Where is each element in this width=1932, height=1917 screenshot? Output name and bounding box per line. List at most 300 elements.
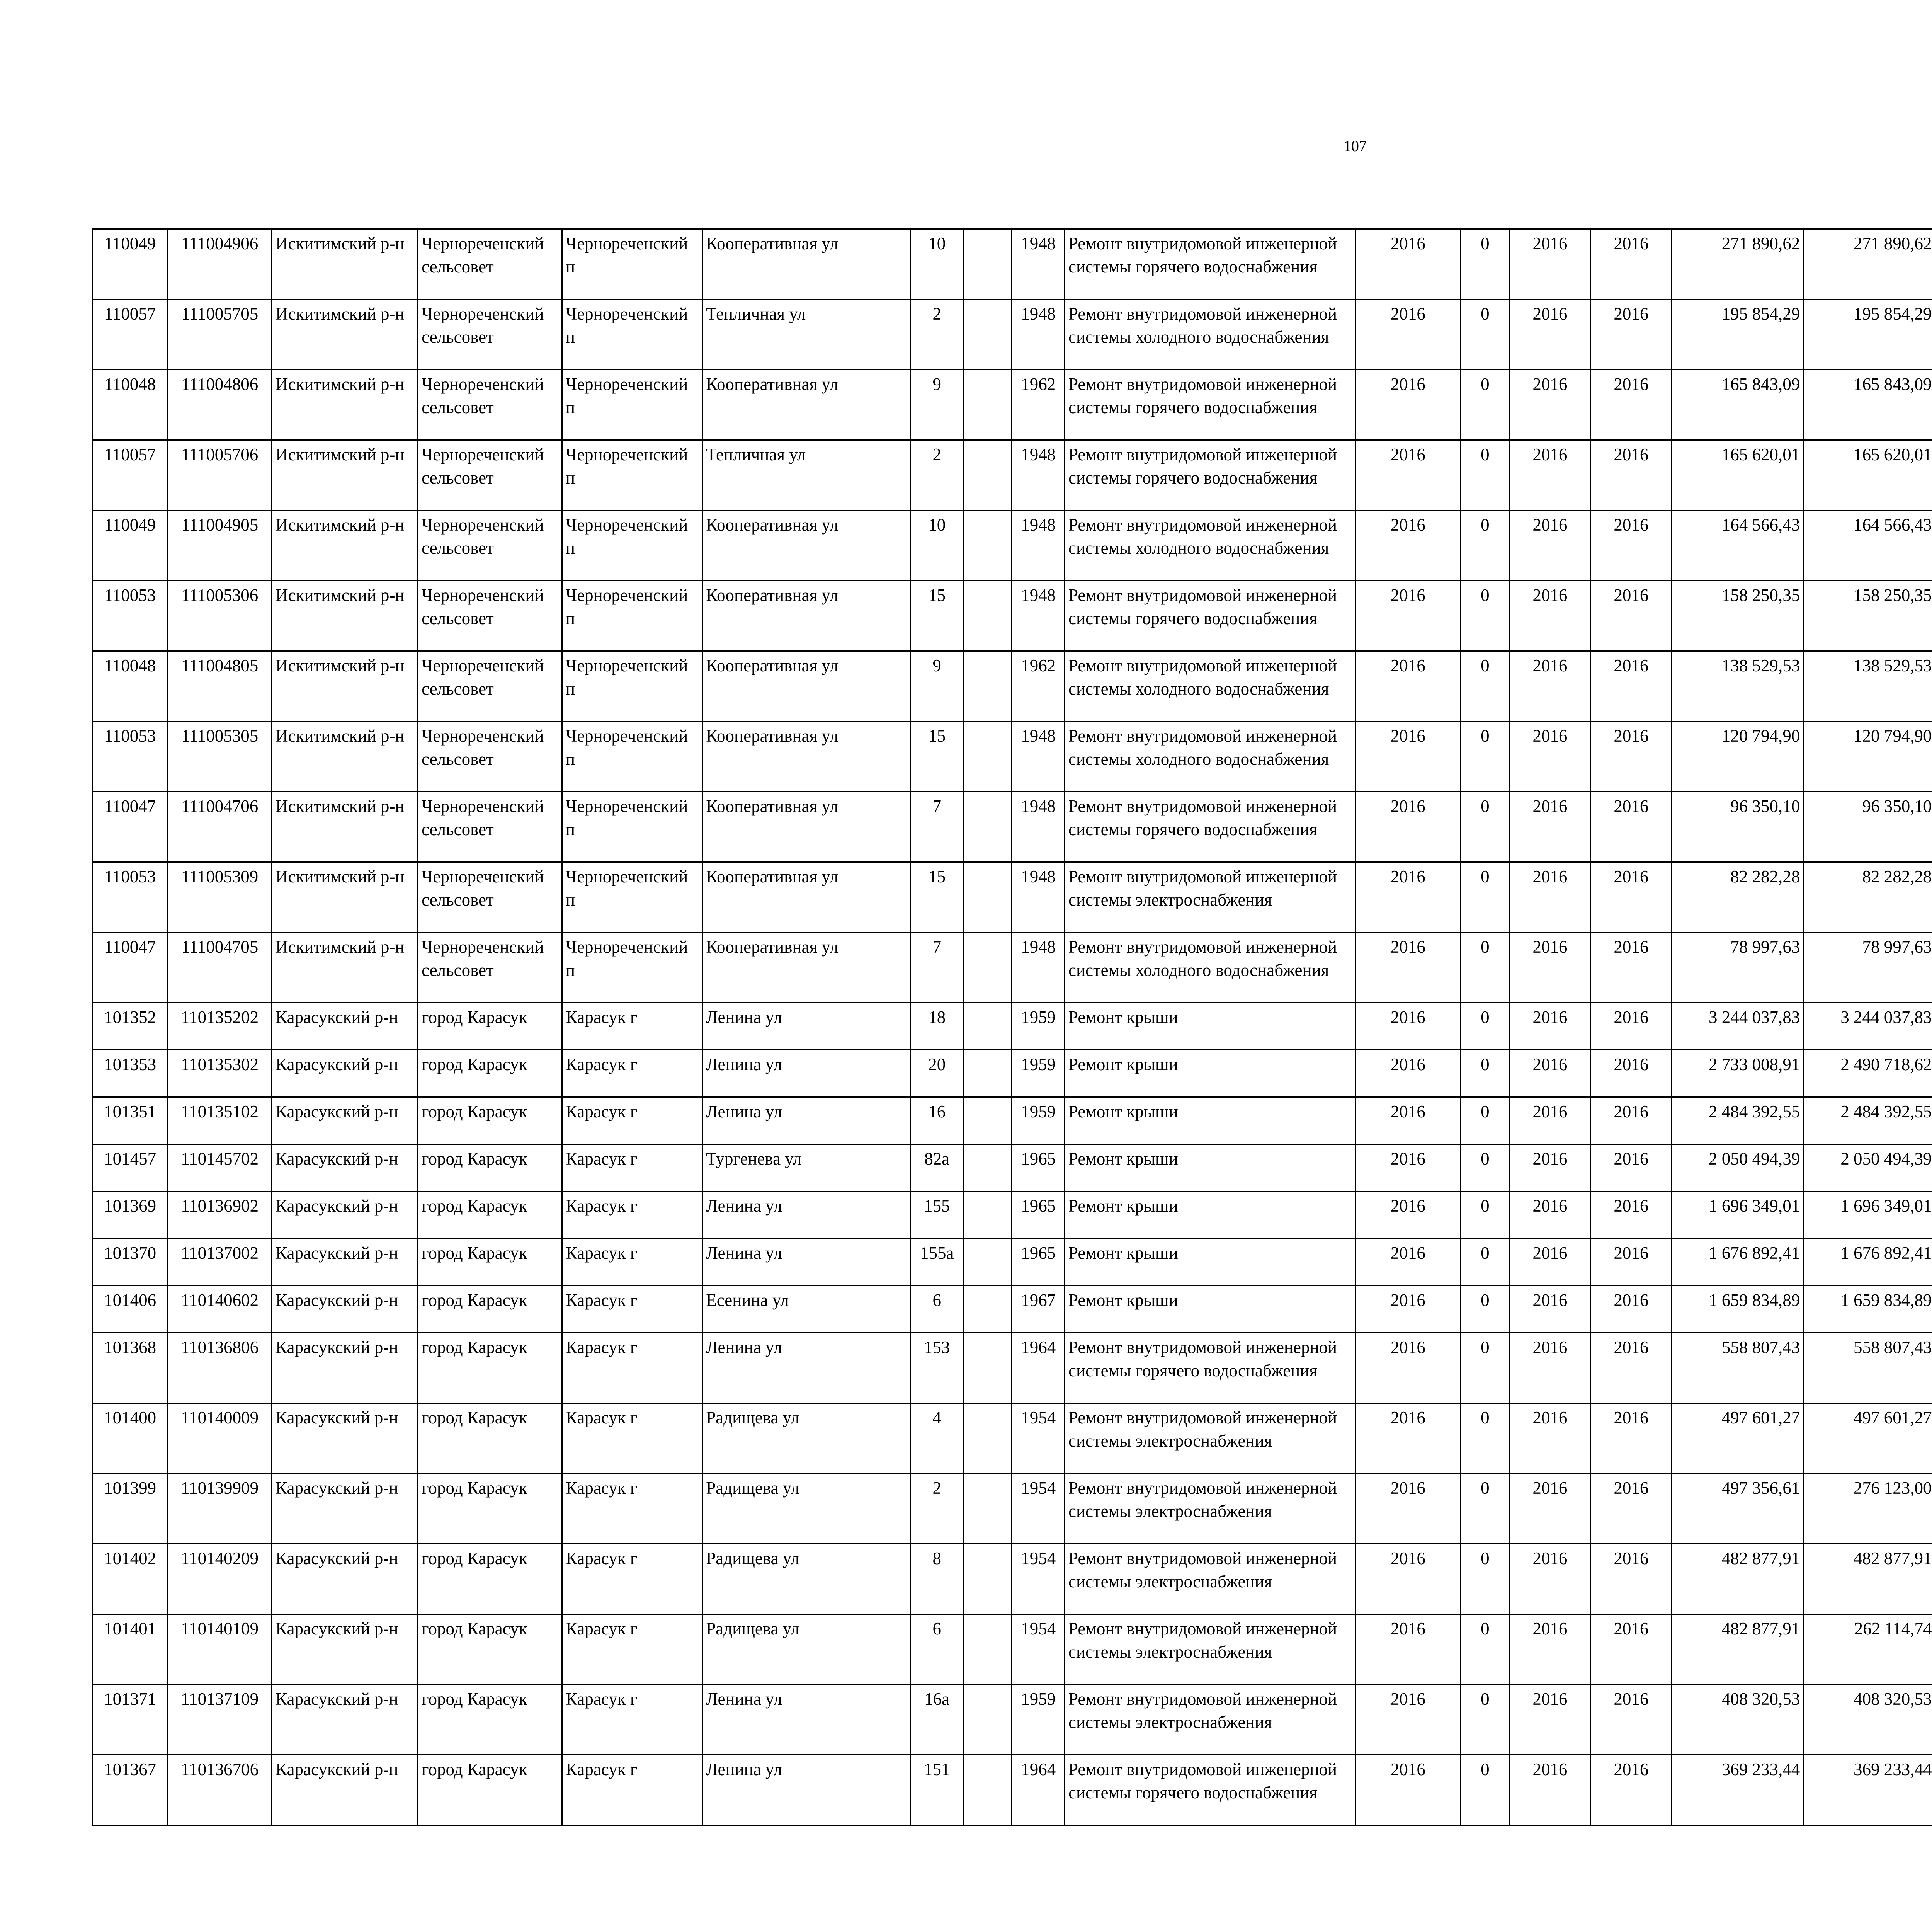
cell-fund-cost: 195 854,29 [1804, 300, 1932, 370]
cell-house-id: 101406 [93, 1286, 168, 1333]
cell-settlement: Карасук г [562, 1050, 702, 1097]
cell-fund-cost: 120 794,90 [1804, 722, 1932, 792]
cell-house-number: 20 [910, 1050, 963, 1097]
cell-total-cost: 158 250,35 [1672, 581, 1803, 651]
cell-year-built: 1965 [1012, 1239, 1065, 1286]
cell-plan-year: 2016 [1355, 651, 1461, 722]
table-row [93, 1403, 1932, 1474]
cell-end-year: 2016 [1590, 1050, 1672, 1097]
cell-end-year: 2016 [1590, 581, 1672, 651]
cell-zero-flag: 0 [1461, 1333, 1509, 1403]
cell-work-type: Ремонт внутридомовой инженерной системы горячего водоснабжения [1065, 370, 1355, 440]
cell-total-cost: 558 807,43 [1672, 1333, 1803, 1403]
cell-district: Искитимский р-н [272, 370, 418, 440]
cell-district: Искитимский р-н [272, 229, 418, 300]
cell-street: Радищева ул [702, 1544, 911, 1614]
cell-municipality: Чернореченский сельсовет [418, 862, 562, 933]
cell-building [963, 581, 1012, 651]
cell-building [963, 370, 1012, 440]
cell-district: Карасукский р-н [272, 1192, 418, 1239]
cell-work-type: Ремонт внутридомовой инженерной системы электроснабжения [1065, 1474, 1355, 1544]
cell-total-cost: 408 320,53 [1672, 1685, 1803, 1755]
cell-settlement: Карасук г [562, 1614, 702, 1685]
cell-municipality: Чернореченский сельсовет [418, 370, 562, 440]
cell-total-cost: 482 877,91 [1672, 1544, 1803, 1614]
cell-municipality: город Карасук [418, 1286, 562, 1333]
cell-end-year: 2016 [1590, 933, 1672, 1003]
cell-house-number: 7 [910, 792, 963, 862]
cell-district: Карасукский р-н [272, 1614, 418, 1685]
cell-year-built: 1948 [1012, 511, 1065, 581]
cell-total-cost: 497 356,61 [1672, 1474, 1803, 1544]
table-row [93, 1097, 1932, 1144]
cell-year-built: 1948 [1012, 933, 1065, 1003]
cell-house-id: 110057 [93, 440, 168, 511]
cell-building [963, 1403, 1012, 1474]
cell-end-year: 2016 [1590, 1474, 1672, 1544]
cell-plan-year: 2016 [1355, 933, 1461, 1003]
cell-house-number: 2 [910, 300, 963, 370]
cell-plan-year: 2016 [1355, 440, 1461, 511]
cell-zero-flag: 0 [1461, 581, 1509, 651]
cell-fund-cost: 271 890,62 [1804, 229, 1932, 300]
cell-year-built: 1964 [1012, 1333, 1065, 1403]
table-row [93, 1755, 1932, 1825]
cell-house-id: 101401 [93, 1614, 168, 1685]
cell-building [963, 300, 1012, 370]
cell-zero-flag: 0 [1461, 1239, 1509, 1286]
cell-municipality: город Карасук [418, 1614, 562, 1685]
cell-total-cost: 96 350,10 [1672, 792, 1803, 862]
cell-end-year: 2016 [1590, 862, 1672, 933]
cell-year-built: 1962 [1012, 370, 1065, 440]
cell-start-year: 2016 [1509, 1333, 1590, 1403]
cell-house-number: 153 [910, 1333, 963, 1403]
cell-settlement: Карасук г [562, 1755, 702, 1825]
cell-fund-cost: 96 350,10 [1804, 792, 1932, 862]
cell-street: Кооперативная ул [702, 792, 911, 862]
cell-fund-cost: 408 320,53 [1804, 1685, 1932, 1755]
cell-settlement: Карасук г [562, 1286, 702, 1333]
cell-settlement: Чернореченский п [562, 862, 702, 933]
cell-end-year: 2016 [1590, 1003, 1672, 1050]
cell-municipality: Чернореченский сельсовет [418, 229, 562, 300]
cell-record-id: 111004705 [168, 933, 272, 1003]
cell-district: Карасукский р-н [272, 1144, 418, 1192]
table-row [93, 1050, 1932, 1097]
cell-work-type: Ремонт внутридомовой инженерной системы горячего водоснабжения [1065, 440, 1355, 511]
cell-end-year: 2016 [1590, 1544, 1672, 1614]
table-row [93, 651, 1932, 722]
cell-settlement: Чернореченский п [562, 651, 702, 722]
cell-year-built: 1948 [1012, 581, 1065, 651]
cell-fund-cost: 482 877,91 [1804, 1544, 1932, 1614]
cell-street: Есенина ул [702, 1286, 911, 1333]
cell-plan-year: 2016 [1355, 1097, 1461, 1144]
cell-record-id: 110137109 [168, 1685, 272, 1755]
cell-start-year: 2016 [1509, 1144, 1590, 1192]
cell-plan-year: 2016 [1355, 1544, 1461, 1614]
cell-record-id: 110135102 [168, 1097, 272, 1144]
cell-start-year: 2016 [1509, 581, 1590, 651]
cell-fund-cost: 2 490 718,62 [1804, 1050, 1932, 1097]
cell-house-id: 101370 [93, 1239, 168, 1286]
cell-zero-flag: 0 [1461, 1097, 1509, 1144]
cell-building [963, 1333, 1012, 1403]
cell-plan-year: 2016 [1355, 1614, 1461, 1685]
cell-year-built: 1948 [1012, 792, 1065, 862]
table-row [93, 581, 1932, 651]
cell-municipality: город Карасук [418, 1685, 562, 1755]
cell-year-built: 1948 [1012, 440, 1065, 511]
cell-house-number: 7 [910, 933, 963, 1003]
cell-municipality: город Карасук [418, 1192, 562, 1239]
cell-work-type: Ремонт внутридомовой инженерной системы горячего водоснабжения [1065, 229, 1355, 300]
cell-work-type: Ремонт крыши [1065, 1097, 1355, 1144]
cell-start-year: 2016 [1509, 862, 1590, 933]
page-number: 107 [1344, 137, 1367, 155]
cell-zero-flag: 0 [1461, 1050, 1509, 1097]
cell-district: Карасукский р-н [272, 1286, 418, 1333]
cell-settlement: Чернореченский п [562, 722, 702, 792]
table-row [93, 300, 1932, 370]
cell-fund-cost: 1 696 349,01 [1804, 1192, 1932, 1239]
cell-house-id: 101399 [93, 1474, 168, 1544]
cell-record-id: 111004906 [168, 229, 272, 300]
cell-start-year: 2016 [1509, 440, 1590, 511]
cell-house-number: 18 [910, 1003, 963, 1050]
cell-work-type: Ремонт внутридомовой инженерной системы электроснабжения [1065, 1544, 1355, 1614]
cell-house-id: 101368 [93, 1333, 168, 1403]
cell-total-cost: 482 877,91 [1672, 1614, 1803, 1685]
cell-record-id: 110136902 [168, 1192, 272, 1239]
cell-end-year: 2016 [1590, 440, 1672, 511]
cell-street: Кооперативная ул [702, 581, 911, 651]
cell-building [963, 1239, 1012, 1286]
cell-building [963, 1050, 1012, 1097]
table-row [93, 792, 1932, 862]
cell-fund-cost: 164 566,43 [1804, 511, 1932, 581]
cell-start-year: 2016 [1509, 370, 1590, 440]
cell-record-id: 110136806 [168, 1333, 272, 1403]
cell-year-built: 1954 [1012, 1474, 1065, 1544]
cell-settlement: Карасук г [562, 1144, 702, 1192]
cell-house-number: 82а [910, 1144, 963, 1192]
cell-street: Ленина ул [702, 1003, 911, 1050]
cell-house-number: 2 [910, 1474, 963, 1544]
cell-street: Кооперативная ул [702, 370, 911, 440]
cell-end-year: 2016 [1590, 1333, 1672, 1403]
cell-end-year: 2016 [1590, 651, 1672, 722]
cell-building [963, 651, 1012, 722]
cell-year-built: 1954 [1012, 1544, 1065, 1614]
cell-street: Ленина ул [702, 1097, 911, 1144]
cell-start-year: 2016 [1509, 1544, 1590, 1614]
cell-house-number: 6 [910, 1614, 963, 1685]
cell-building [963, 722, 1012, 792]
cell-total-cost: 3 244 037,83 [1672, 1003, 1803, 1050]
cell-municipality: город Карасук [418, 1050, 562, 1097]
cell-start-year: 2016 [1509, 1614, 1590, 1685]
cell-zero-flag: 0 [1461, 1614, 1509, 1685]
cell-end-year: 2016 [1590, 229, 1672, 300]
cell-start-year: 2016 [1509, 1755, 1590, 1825]
cell-end-year: 2016 [1590, 1192, 1672, 1239]
cell-plan-year: 2016 [1355, 300, 1461, 370]
cell-fund-cost: 2 050 494,39 [1804, 1144, 1932, 1192]
table-row [93, 1685, 1932, 1755]
cell-plan-year: 2016 [1355, 862, 1461, 933]
cell-house-number: 151 [910, 1755, 963, 1825]
cell-settlement: Чернореченский п [562, 792, 702, 862]
cell-settlement: Чернореченский п [562, 300, 702, 370]
cell-record-id: 111004905 [168, 511, 272, 581]
cell-settlement: Карасук г [562, 1239, 702, 1286]
cell-total-cost: 369 233,44 [1672, 1755, 1803, 1825]
cell-year-built: 1965 [1012, 1192, 1065, 1239]
cell-zero-flag: 0 [1461, 1544, 1509, 1614]
table-body [93, 229, 1932, 1825]
cell-house-number: 10 [910, 229, 963, 300]
cell-settlement: Карасук г [562, 1333, 702, 1403]
cell-house-id: 101457 [93, 1144, 168, 1192]
cell-street: Кооперативная ул [702, 862, 911, 933]
cell-house-number: 10 [910, 511, 963, 581]
cell-settlement: Чернореченский п [562, 581, 702, 651]
cell-start-year: 2016 [1509, 1192, 1590, 1239]
cell-plan-year: 2016 [1355, 1286, 1461, 1333]
cell-street: Кооперативная ул [702, 229, 911, 300]
cell-zero-flag: 0 [1461, 440, 1509, 511]
cell-district: Карасукский р-н [272, 1544, 418, 1614]
cell-start-year: 2016 [1509, 1003, 1590, 1050]
cell-year-built: 1959 [1012, 1003, 1065, 1050]
table-row [93, 1333, 1932, 1403]
cell-street: Ленина ул [702, 1050, 911, 1097]
cell-street: Ленина ул [702, 1685, 911, 1755]
table-row [93, 1544, 1932, 1614]
cell-building [963, 1474, 1012, 1544]
cell-record-id: 111005706 [168, 440, 272, 511]
cell-plan-year: 2016 [1355, 1192, 1461, 1239]
cell-settlement: Чернореченский п [562, 229, 702, 300]
cell-building [963, 1685, 1012, 1755]
cell-work-type: Ремонт внутридомовой инженерной системы горячего водоснабжения [1065, 1755, 1355, 1825]
cell-house-number: 155 [910, 1192, 963, 1239]
cell-plan-year: 2016 [1355, 1403, 1461, 1474]
cell-work-type: Ремонт внутридомовой инженерной системы холодного водоснабжения [1065, 511, 1355, 581]
cell-year-built: 1959 [1012, 1097, 1065, 1144]
cell-start-year: 2016 [1509, 933, 1590, 1003]
cell-street: Ленина ул [702, 1755, 911, 1825]
cell-record-id: 110140009 [168, 1403, 272, 1474]
table-row [93, 1144, 1932, 1192]
cell-work-type: Ремонт внутридомовой инженерной системы горячего водоснабжения [1065, 1333, 1355, 1403]
table-row [93, 229, 1932, 300]
cell-building [963, 1544, 1012, 1614]
cell-total-cost: 2 484 392,55 [1672, 1097, 1803, 1144]
table-row [93, 511, 1932, 581]
cell-record-id: 110140602 [168, 1286, 272, 1333]
cell-plan-year: 2016 [1355, 1333, 1461, 1403]
table-row [93, 722, 1932, 792]
cell-house-number: 16 [910, 1097, 963, 1144]
cell-settlement: Карасук г [562, 1474, 702, 1544]
cell-work-type: Ремонт внутридомовой инженерной системы горячего водоснабжения [1065, 792, 1355, 862]
cell-fund-cost: 497 601,27 [1804, 1403, 1932, 1474]
cell-zero-flag: 0 [1461, 370, 1509, 440]
cell-house-number: 9 [910, 651, 963, 722]
cell-district: Искитимский р-н [272, 651, 418, 722]
cell-street: Ленина ул [702, 1239, 911, 1286]
cell-settlement: Чернореченский п [562, 511, 702, 581]
cell-district: Карасукский р-н [272, 1685, 418, 1755]
cell-house-number: 155а [910, 1239, 963, 1286]
cell-year-built: 1948 [1012, 300, 1065, 370]
cell-settlement: Карасук г [562, 1097, 702, 1144]
cell-total-cost: 138 529,53 [1672, 651, 1803, 722]
cell-fund-cost: 158 250,35 [1804, 581, 1932, 651]
cell-house-id: 101369 [93, 1192, 168, 1239]
cell-settlement: Карасук г [562, 1685, 702, 1755]
cell-municipality: город Карасук [418, 1755, 562, 1825]
cell-municipality: Чернореченский сельсовет [418, 933, 562, 1003]
cell-fund-cost: 276 123,00 [1804, 1474, 1932, 1544]
cell-building [963, 511, 1012, 581]
cell-start-year: 2016 [1509, 1403, 1590, 1474]
table-row [93, 370, 1932, 440]
cell-zero-flag: 0 [1461, 511, 1509, 581]
cell-street: Тепличная ул [702, 440, 911, 511]
cell-start-year: 2016 [1509, 1474, 1590, 1544]
cell-fund-cost: 1 676 892,41 [1804, 1239, 1932, 1286]
cell-end-year: 2016 [1590, 1144, 1672, 1192]
cell-building [963, 440, 1012, 511]
cell-district: Карасукский р-н [272, 1003, 418, 1050]
cell-plan-year: 2016 [1355, 1685, 1461, 1755]
cell-fund-cost: 78 997,63 [1804, 933, 1932, 1003]
cell-plan-year: 2016 [1355, 1755, 1461, 1825]
cell-building [963, 1192, 1012, 1239]
table-row [93, 1239, 1932, 1286]
cell-record-id: 110140109 [168, 1614, 272, 1685]
cell-record-id: 111005305 [168, 722, 272, 792]
cell-zero-flag: 0 [1461, 1144, 1509, 1192]
cell-zero-flag: 0 [1461, 229, 1509, 300]
cell-total-cost: 1 659 834,89 [1672, 1286, 1803, 1333]
cell-street: Тепличная ул [702, 300, 911, 370]
cell-district: Искитимский р-н [272, 792, 418, 862]
cell-year-built: 1954 [1012, 1614, 1065, 1685]
cell-municipality: Чернореченский сельсовет [418, 792, 562, 862]
cell-start-year: 2016 [1509, 722, 1590, 792]
cell-district: Искитимский р-н [272, 933, 418, 1003]
cell-zero-flag: 0 [1461, 1192, 1509, 1239]
cell-end-year: 2016 [1590, 1755, 1672, 1825]
cell-record-id: 111005309 [168, 862, 272, 933]
cell-house-number: 4 [910, 1403, 963, 1474]
cell-total-cost: 164 566,43 [1672, 511, 1803, 581]
cell-start-year: 2016 [1509, 1050, 1590, 1097]
table-row [93, 1286, 1932, 1333]
cell-municipality: Чернореченский сельсовет [418, 722, 562, 792]
cell-total-cost: 497 601,27 [1672, 1403, 1803, 1474]
cell-zero-flag: 0 [1461, 1755, 1509, 1825]
cell-start-year: 2016 [1509, 1685, 1590, 1755]
cell-house-id: 101351 [93, 1097, 168, 1144]
cell-year-built: 1959 [1012, 1050, 1065, 1097]
cell-work-type: Ремонт крыши [1065, 1239, 1355, 1286]
cell-end-year: 2016 [1590, 722, 1672, 792]
cell-fund-cost: 165 843,09 [1804, 370, 1932, 440]
cell-record-id: 110135202 [168, 1003, 272, 1050]
cell-zero-flag: 0 [1461, 300, 1509, 370]
cell-fund-cost: 262 114,74 [1804, 1614, 1932, 1685]
cell-total-cost: 78 997,63 [1672, 933, 1803, 1003]
cell-house-number: 15 [910, 581, 963, 651]
cell-end-year: 2016 [1590, 792, 1672, 862]
cell-building [963, 1003, 1012, 1050]
cell-year-built: 1948 [1012, 722, 1065, 792]
cell-year-built: 1965 [1012, 1144, 1065, 1192]
cell-settlement: Чернореченский п [562, 933, 702, 1003]
cell-municipality: город Карасук [418, 1144, 562, 1192]
cell-fund-cost: 82 282,28 [1804, 862, 1932, 933]
cell-start-year: 2016 [1509, 511, 1590, 581]
cell-record-id: 111004806 [168, 370, 272, 440]
cell-total-cost: 271 890,62 [1672, 229, 1803, 300]
cell-fund-cost: 2 484 392,55 [1804, 1097, 1932, 1144]
cell-house-id: 101371 [93, 1685, 168, 1755]
cell-record-id: 110137002 [168, 1239, 272, 1286]
cell-work-type: Ремонт внутридомовой инженерной системы холодного водоснабжения [1065, 300, 1355, 370]
cell-municipality: Чернореченский сельсовет [418, 581, 562, 651]
cell-building [963, 792, 1012, 862]
cell-total-cost: 1 676 892,41 [1672, 1239, 1803, 1286]
cell-street: Кооперативная ул [702, 651, 911, 722]
table-row [93, 862, 1932, 933]
cell-work-type: Ремонт внутридомовой инженерной системы холодного водоснабжения [1065, 933, 1355, 1003]
cell-total-cost: 195 854,29 [1672, 300, 1803, 370]
cell-start-year: 2016 [1509, 1239, 1590, 1286]
cell-house-id: 101352 [93, 1003, 168, 1050]
cell-total-cost: 165 843,09 [1672, 370, 1803, 440]
cell-house-id: 101367 [93, 1755, 168, 1825]
cell-zero-flag: 0 [1461, 792, 1509, 862]
cell-plan-year: 2016 [1355, 1239, 1461, 1286]
cell-record-id: 111004706 [168, 792, 272, 862]
cell-building [963, 1614, 1012, 1685]
cell-house-number: 8 [910, 1544, 963, 1614]
cell-zero-flag: 0 [1461, 722, 1509, 792]
cell-work-type: Ремонт внутридомовой инженерной системы горячего водоснабжения [1065, 581, 1355, 651]
cell-house-id: 101400 [93, 1403, 168, 1474]
cell-end-year: 2016 [1590, 1239, 1672, 1286]
cell-building [963, 1144, 1012, 1192]
cell-end-year: 2016 [1590, 1286, 1672, 1333]
cell-municipality: город Карасук [418, 1403, 562, 1474]
cell-house-id: 110047 [93, 792, 168, 862]
cell-total-cost: 2 050 494,39 [1672, 1144, 1803, 1192]
cell-work-type: Ремонт крыши [1065, 1003, 1355, 1050]
cell-municipality: город Карасук [418, 1544, 562, 1614]
cell-fund-cost: 1 659 834,89 [1804, 1286, 1932, 1333]
cell-plan-year: 2016 [1355, 722, 1461, 792]
cell-municipality: Чернореченский сельсовет [418, 300, 562, 370]
cell-house-id: 110053 [93, 862, 168, 933]
cell-record-id: 111005306 [168, 581, 272, 651]
cell-fund-cost: 3 244 037,83 [1804, 1003, 1932, 1050]
